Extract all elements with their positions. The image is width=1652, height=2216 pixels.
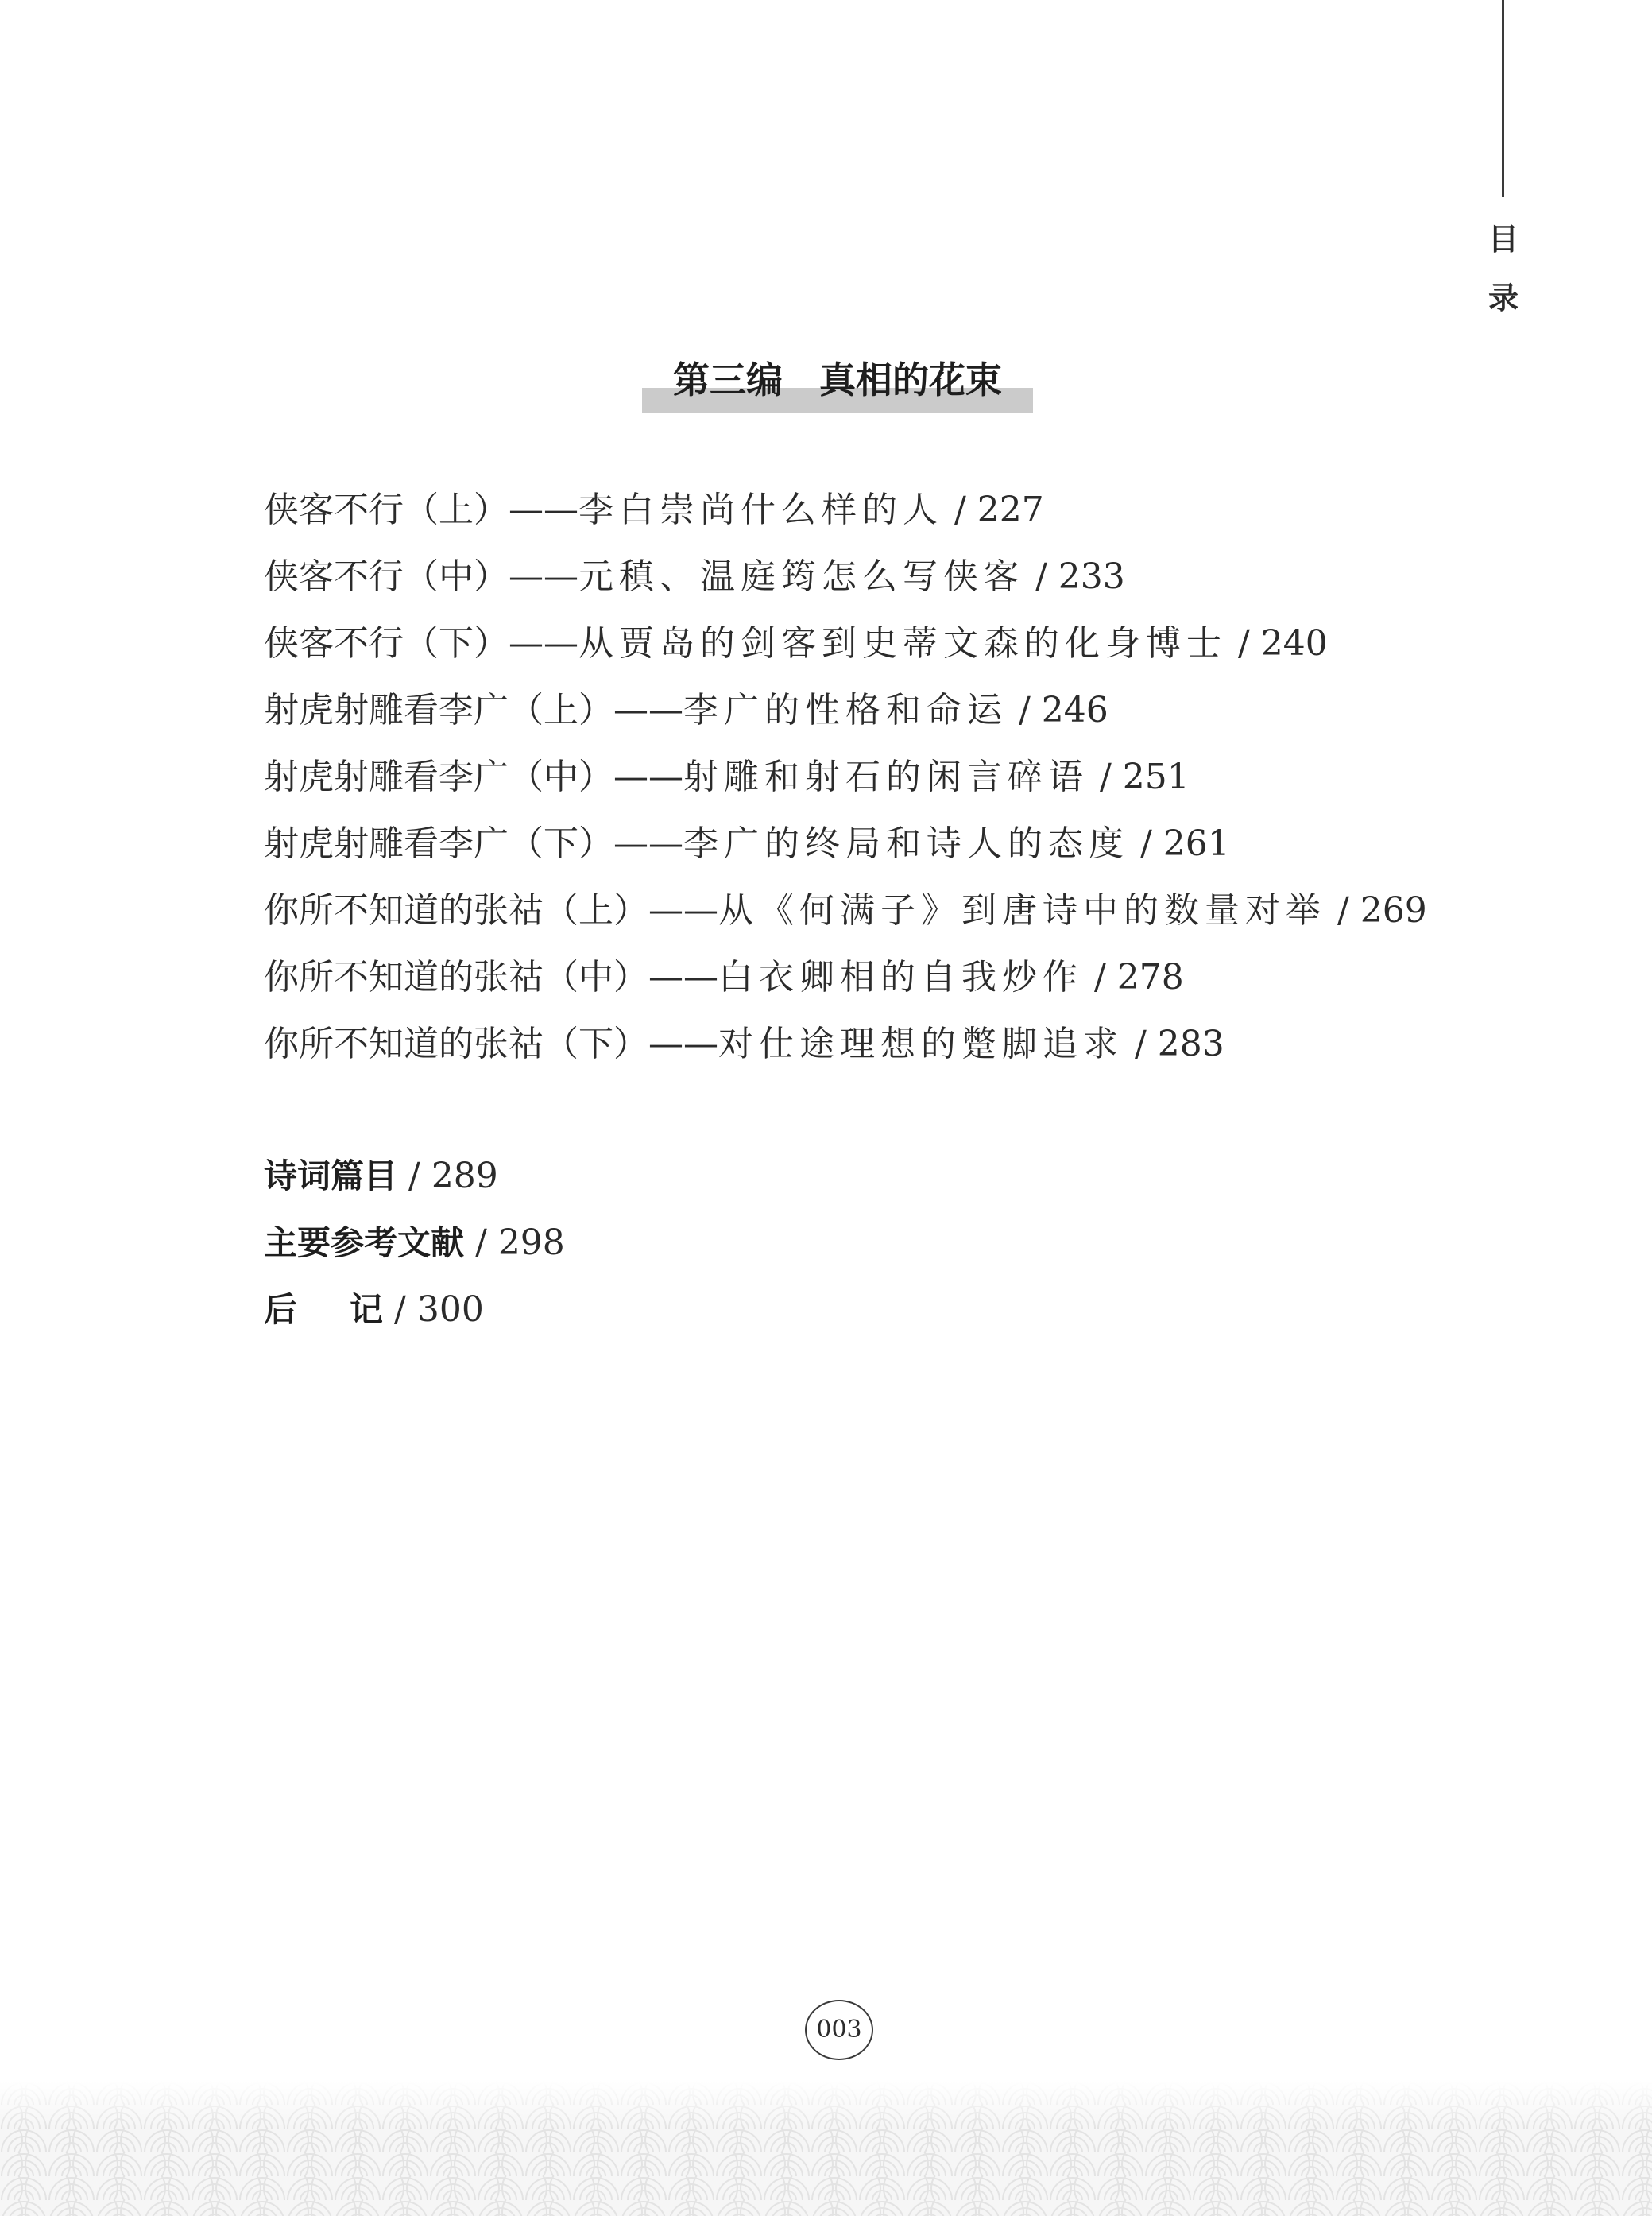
- toc-entry-page: / 227: [943, 490, 1044, 530]
- toc-entry-page: / 269: [1326, 890, 1427, 931]
- section-heading-text: 第三编 真相的花束: [673, 358, 1002, 401]
- back-matter-references[interactable]: [264, 1218, 565, 1284]
- back-matter-label-b: 记: [350, 1290, 384, 1329]
- back-matter-page: / 298: [464, 1222, 565, 1263]
- toc-entry-title: 你所不知道的张祜（中）: [264, 957, 648, 998]
- page-number-badge: 003: [805, 2000, 873, 2060]
- side-label-mu: 目: [1488, 222, 1519, 257]
- toc-entry-dash: ——: [648, 890, 718, 931]
- toc-entry-subtitle: 对仕途理想的蹩脚追求: [718, 1024, 1124, 1064]
- toc-entry-title: 侠客不行（上）: [264, 490, 509, 530]
- toc-entry-page: / 283: [1124, 1024, 1224, 1064]
- toc-entry-title: 你所不知道的张祜（上）: [264, 890, 648, 931]
- toc-entry-page: / 261: [1129, 823, 1230, 864]
- toc-entry-title: 你所不知道的张祜（下）: [264, 1024, 648, 1064]
- toc-entry-subtitle: 李广的终局和诗人的态度: [683, 823, 1129, 864]
- toc-entry-title: 射虎射雕看李广（中）: [264, 757, 613, 797]
- wave-pattern-footer: [0, 2081, 1652, 2216]
- toc-entry-subtitle: 李广的性格和命运: [683, 690, 1008, 730]
- back-matter-label: 主要参考文献: [264, 1223, 465, 1262]
- toc-entry-page: / 246: [1008, 690, 1108, 730]
- toc-entry-title: 射虎射雕看李广（上）: [264, 690, 613, 730]
- side-rule: [1502, 0, 1504, 197]
- back-matter-page: / 300: [383, 1289, 484, 1330]
- back-matter-poems[interactable]: [264, 1151, 565, 1218]
- toc-entry-dash: ——: [509, 490, 578, 530]
- toc-entry-dash: ——: [613, 690, 683, 730]
- toc-entry[interactable]: [264, 752, 1503, 819]
- back-matter-list: [264, 1151, 565, 1351]
- toc-entry-dash: ——: [613, 823, 683, 864]
- toc-entry-subtitle: 从《何满子》到唐诗中的数量对举: [718, 890, 1326, 931]
- side-label-lu: 录: [1488, 281, 1519, 316]
- back-matter-label-a: 后: [264, 1290, 298, 1329]
- toc-entry-page: / 233: [1024, 556, 1125, 597]
- toc-entry-subtitle: 从贾岛的剑客到史蒂文森的化身博士: [578, 623, 1227, 664]
- toc-entry-subtitle: 李白崇尚什么样的人: [578, 490, 943, 530]
- toc-entry-subtitle: 射雕和射石的闲言碎语: [683, 757, 1089, 797]
- section-heading: [642, 356, 1033, 413]
- toc-entry[interactable]: [264, 685, 1503, 752]
- toc-entry-subtitle: 白衣卿相的自我炒作: [718, 957, 1083, 998]
- toc-entry-page: / 240: [1227, 623, 1328, 664]
- back-matter-afterword[interactable]: [264, 1284, 565, 1351]
- toc-entry[interactable]: [264, 952, 1503, 1019]
- toc-entry[interactable]: [264, 819, 1503, 885]
- toc-entry-page: / 278: [1083, 957, 1184, 998]
- toc-entry-dash: ——: [613, 757, 683, 797]
- toc-entry[interactable]: [264, 552, 1503, 618]
- back-matter-label: 诗词篇目: [264, 1156, 398, 1195]
- toc-entry[interactable]: [264, 618, 1503, 685]
- toc-entry-dash: ——: [648, 957, 718, 998]
- toc-entry-title: 侠客不行（中）: [264, 556, 509, 597]
- toc-entry-dash: ——: [509, 556, 578, 597]
- toc-entry-title: 射虎射雕看李广（下）: [264, 823, 613, 864]
- toc-entry-dash: ——: [648, 1024, 718, 1064]
- toc-entry[interactable]: [264, 885, 1503, 952]
- toc-entry-dash: ——: [509, 623, 578, 664]
- toc-entry-page: / 251: [1089, 757, 1190, 797]
- back-matter-page: / 289: [397, 1156, 498, 1196]
- toc-entry[interactable]: [264, 1019, 1503, 1086]
- toc-entry[interactable]: [264, 485, 1503, 552]
- toc-list: [264, 485, 1503, 1086]
- toc-entry-title: 侠客不行（下）: [264, 623, 509, 664]
- toc-entry-subtitle: 元稹、温庭筠怎么写侠客: [578, 556, 1024, 597]
